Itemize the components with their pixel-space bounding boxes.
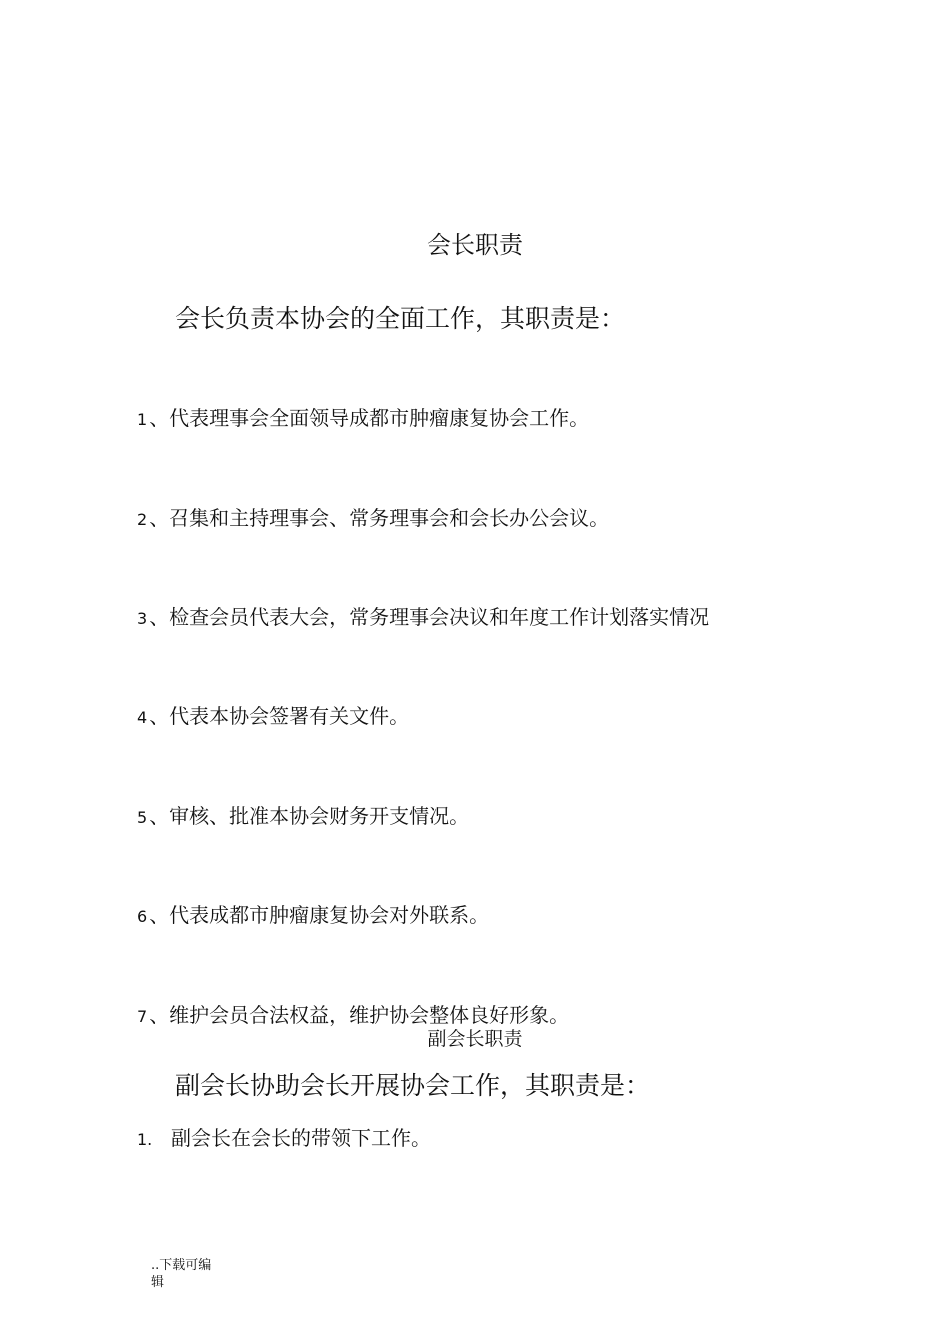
- duty-item-5: [137, 806, 469, 826]
- item-text: 、代表成都市肿瘤康复协会对外联系。: [149, 903, 490, 927]
- section-title: 副会长职责: [427, 1028, 523, 1050]
- item-number: 2: [137, 510, 148, 529]
- duty-item-4: [137, 706, 409, 726]
- item-text: 、代表本协会签署有关文件。: [149, 704, 410, 728]
- item-number: 5: [137, 808, 148, 827]
- item-number: 1.: [137, 1130, 153, 1149]
- intro-paragraph: 会长负责本协会的全面工作，其职责是：: [175, 304, 626, 333]
- sub-duty-item-1: [137, 1128, 431, 1148]
- item-text: 、代表理事会全面领导成都市肿瘤康复协会工作。: [149, 406, 590, 430]
- intro-paragraph-2: 副会长协助会长开展协会工作，其职责是：: [175, 1071, 651, 1100]
- item-text: 、检查会员代表大会，常务理事会决议和年度工作计划落实情况: [149, 605, 710, 629]
- duty-item-7: [137, 1005, 569, 1025]
- item-number: 7: [137, 1007, 148, 1026]
- page-title: 会长职责: [427, 231, 523, 259]
- footer-note: ..下载可编辑: [151, 1258, 212, 1290]
- item-text: 、召集和主持理事会、常务理事会和会长办公会议。: [149, 506, 610, 530]
- duty-item-1: [137, 408, 589, 428]
- item-number: 4: [137, 708, 148, 727]
- duty-item-6: [137, 905, 489, 925]
- item-text: 副会长在会长的带领下工作。: [171, 1126, 431, 1150]
- duty-item-3: [137, 607, 709, 627]
- item-text: 、审核、批准本协会财务开支情况。: [149, 804, 470, 828]
- item-number: 3: [137, 609, 148, 628]
- item-number: 6: [137, 907, 148, 926]
- item-number: 1: [137, 410, 148, 429]
- item-text: 、维护会员合法权益，维护协会整体良好形象。: [149, 1003, 570, 1027]
- duty-item-2: [137, 508, 609, 528]
